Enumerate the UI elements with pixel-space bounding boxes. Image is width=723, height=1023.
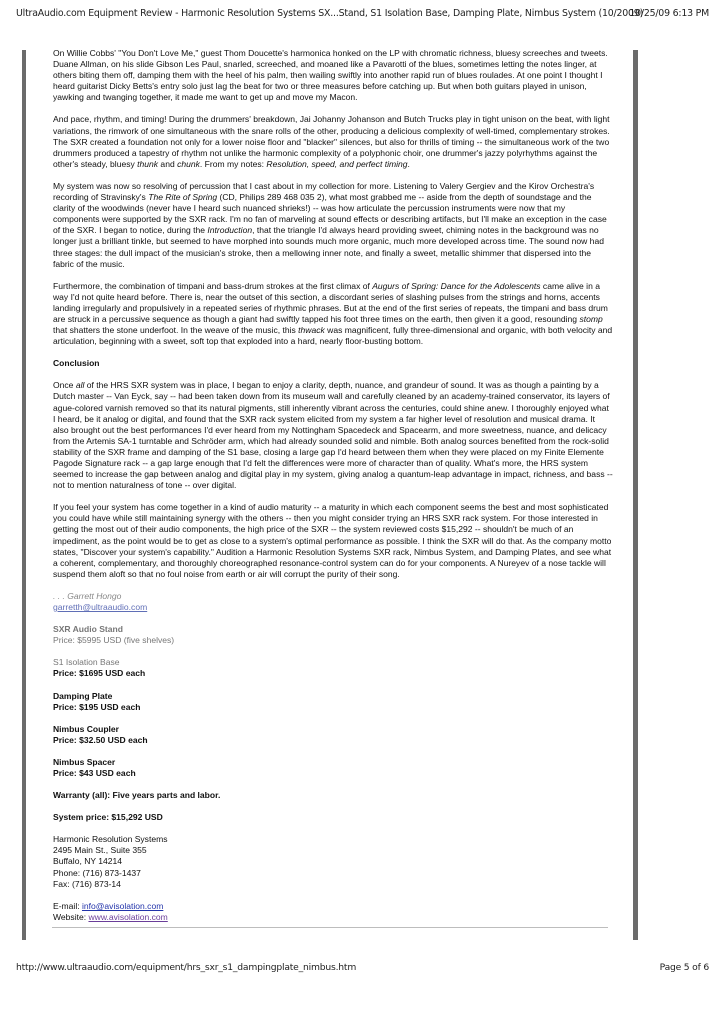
manufacturer-street: 2495 Main St., Suite 355: [53, 845, 147, 856]
email-label: E-mail:: [53, 900, 82, 911]
print-header: [16, 8, 709, 24]
text-run: that shatters the stone underfoot. In the weave of the music, this: [53, 325, 299, 336]
author-email-link[interactable]: garretth@ultraaudio.com: [53, 602, 148, 613]
product-price: Price: $1695 USD each: [53, 668, 146, 679]
product-price: Price: $195 USD each: [53, 701, 141, 712]
manufacturer-fax: Fax: (716) 873-14: [53, 878, 121, 889]
italic-text: thwack: [298, 325, 325, 336]
page-frame-right-bar: [633, 50, 638, 940]
warranty-info: Warranty (all): Five years parts and labor.: [53, 790, 221, 801]
product-name: S1 Isolation Base: [53, 657, 120, 668]
italic-text: stomp: [579, 313, 603, 324]
horizontal-divider: [52, 927, 608, 928]
manufacturer-city: Buffalo, NY 14214: [53, 856, 123, 867]
product-name: Damping Plate: [53, 690, 113, 701]
product-price-item: [53, 691, 613, 713]
product-price-item: [53, 757, 613, 779]
print-header-title: UltraAudio.com Equipment Review - Harmonic Resolution Systems SX...Stand, S1 Isolation Base, Damping Plate, Nimbus System (10/2009): [16, 8, 644, 19]
product-price-item: [53, 724, 613, 746]
paragraph: On Willie Cobbs' "You Don't Love Me," guest Thom Doucette's harmonica honked on the LP with chromatic richness, bluesy screeches and tweets. Duane Allman, on his slide Gibson Les Paul, snarled, screeched, and moaned like a Pavarotti of the blues, sometimes letting the notes linger, at others biting them off, damping them with the heel of his palm, then wailing swiftly into another rapid run of blues roulades. At one point I thought I heard guitarist Dicky Betts's entry solo just lag the beat for two or three measures before catching up. But when both guitars played in unison, yawking and twanging together, it made me want to get up and move my Macon.: [53, 48, 608, 103]
paragraph: [53, 281, 613, 348]
product-price: Price: $32.50 USD each: [53, 734, 148, 745]
article-body: [53, 48, 613, 923]
text-run: My system was now so resolving of percussion that I cast about in my collection for more. Listening to Valery Gergiev and the Kirov Orchestra's recording of Stravinsky's: [53, 180, 595, 203]
text-run: (CD, Philips 289 468 035 2), what most grabbed me -- aside from the depth of soundstage and the clarity of the woodwinds (never have I heard such nuanced shrieks!) -- was how articulate the percussion instruments were now that my components were supported by the SXR rack. I'm no fan of marveling at sound effects or describing artifacts, but I'll make an exception in the case of the SXR. I began to notice, during the: [53, 192, 607, 236]
text-run: Furthermore, the combination of timpani and bass-drum strokes at the first climax of: [53, 280, 373, 291]
text-run: , that the triangle I'd always heard providing sweet, chiming notes in the background was no longer just a brilliant tinkle, but seemed to have morphed into sounds much more organic, much more developed across time. The sound now had three stages: the dull impact of the musician's stroke, then a mellowing inner note, and finally a sweet, metallic shimmer that dispersed into the fabric of the music.: [53, 225, 604, 269]
product-price: Price: $5995 USD (five shelves): [53, 635, 175, 646]
product-price-item: [53, 657, 613, 679]
author-signature: [53, 591, 613, 613]
italic-text: The Rite of Spring: [148, 192, 218, 203]
italic-text: chunk: [177, 158, 200, 169]
italic-text: Augurs of Spring: Dance for the Adolescents: [372, 280, 541, 291]
text-run: . From my notes:: [199, 158, 267, 169]
italic-text: thunk: [137, 158, 159, 169]
text-run: .: [407, 158, 410, 169]
paragraph: [53, 380, 613, 491]
author-byline: . . . Garrett Hongo: [53, 590, 122, 601]
text-run: and: [158, 158, 178, 169]
italic-text: Introduction: [207, 225, 253, 236]
product-price: Price: $43 USD each: [53, 767, 136, 778]
text-run: was magnificent, fully three-dimensional and organic, with both velocity and articulation, beginning with a sweet, soft top that exploded into a hard, nearly floor-busting bottom.: [53, 325, 613, 347]
conclusion-heading: Conclusion: [53, 358, 100, 369]
manufacturer-phone: Phone: (716) 873-1437: [53, 867, 141, 878]
print-header-datetime: 10/25/09 6:13 PM: [629, 8, 709, 19]
page-number: Page 5 of 6: [659, 962, 709, 973]
manufacturer-email-link[interactable]: info@avisolation.com: [81, 900, 164, 911]
manufacturer-address: [53, 834, 613, 889]
page-frame-left-bar: [22, 50, 26, 940]
text-run: Once: [53, 380, 76, 391]
product-name: Nimbus Coupler: [53, 723, 120, 734]
italic-text: Resolution, speed, and perfect timing: [266, 158, 408, 169]
paragraph: [53, 114, 613, 169]
page-url: http://www.ultraaudio.com/equipment/hrs_sxr_s1_dampingplate_nimbus.htm: [16, 962, 357, 973]
text-run: came alive in a way I'd not quite heard before. There is, near the outset of this section, a discordant series of slashing pulses from the strings and horns, accents landing irregularly and propulsively in a repeated series of rhythmic phrases. But at the end of the first series of repeats, the timpani and bass drum are struck in a percussive sequence as though a giant had swiftly tapped his foot three times on the earth, then given it a good, resounding: [53, 280, 608, 324]
paragraph: If you feel your system has come together in a kind of audio maturity -- a maturity in which each component seems the best and most sophisticated you could have while still maintaining synergy with the others -- then you might consider trying an HRS SXR rack system. For those interested in getting the most out of their audio components, the high price of the SXR -- the system reviewed costs $15,292 -- shouldn't be much of an impediment, as the point would be to get as close to a system's optimal performance as possible. I think the SXR will do that. As the company motto states, "Discover your system's capability." Audition a Harmonic Resolution Systems SXR rack, Nimbus System, and Damping Plates, and see what a coherent, complementary, and thoroughly choreographed resonance-control system can do for your components. A Nureyev of a nose tackle will suspend them aloft so that no foul noise from earth or air will corrupt the purity of their song.: [53, 502, 612, 579]
product-price-item: [53, 624, 613, 646]
system-price: System price: $15,292 USD: [53, 812, 163, 823]
text-run: And pace, rhythm, and timing! During the drummers' breakdown, Jai Johanny Johanson and Butch Trucks play in tight unison on the beat, with light variations, the rimwork of one simultaneous with the snare rolls of the other, producing a delicious complexity of well-timed, complementary strokes. The SXR created a foundation not only for a lower noise floor and "blacker" silences, but also for thrills of timing -- the simultaneous work of the two drummers produced a tapestry of rhythm not unlike the harmonic complexity of a polyphonic choir, one drummer's jazzy polyrhythms against the other's steady, bluesy: [53, 114, 610, 169]
manufacturer-website-link[interactable]: www.avisolation.com: [88, 911, 168, 922]
product-name: SXR Audio Stand: [53, 624, 123, 635]
text-run: of the HRS SXR system was in place, I began to enjoy a clarity, depth, nuance, and grandeur of sound. It was as though a painting by a Dutch master -- Van Eyck, say -- had been taken down from its museum wall and carefully cleaned by an academy-trained conservator, its layers of ague-colored varnish removed so that its natural pigments, still inherently vibrant across the centuries, could shine anew. I thoroughly enjoyed what I heard, be it analog or digital, and found that the SXR rack system elicited from my system a far higher level of resolution and musical drama. It also brought out the best performances I'd ever heard from my Nottingham Spacedeck and Spacearm, and more sweetness, nuance, and delicacy from the Artemis SA-1 turntable and Schröder arm, which had already sounded solid and nimble. Both analog sources benefited from the rock-solid stability of the SXR frame and damping of the S1 base, closing a large gap I'd heard between them when they were placed on my Finite Elemente Pagode Signature rack -- a gap large enough that I'd felt the differences were more of character than of quality. What's more, the HRS system seemed to increase the gap between analog and digital play in my system, giving analog a quantum-leap advantage in impact, richness, and bass -- not to mention naturalness of tone -- over digital.: [53, 380, 613, 491]
manufacturer-name: Harmonic Resolution Systems: [53, 834, 168, 845]
website-label: Website:: [53, 911, 89, 922]
paragraph: [53, 181, 613, 270]
manufacturer-contact: [53, 901, 613, 923]
italic-text: all: [75, 380, 85, 391]
product-name: Nimbus Spacer: [53, 756, 116, 767]
